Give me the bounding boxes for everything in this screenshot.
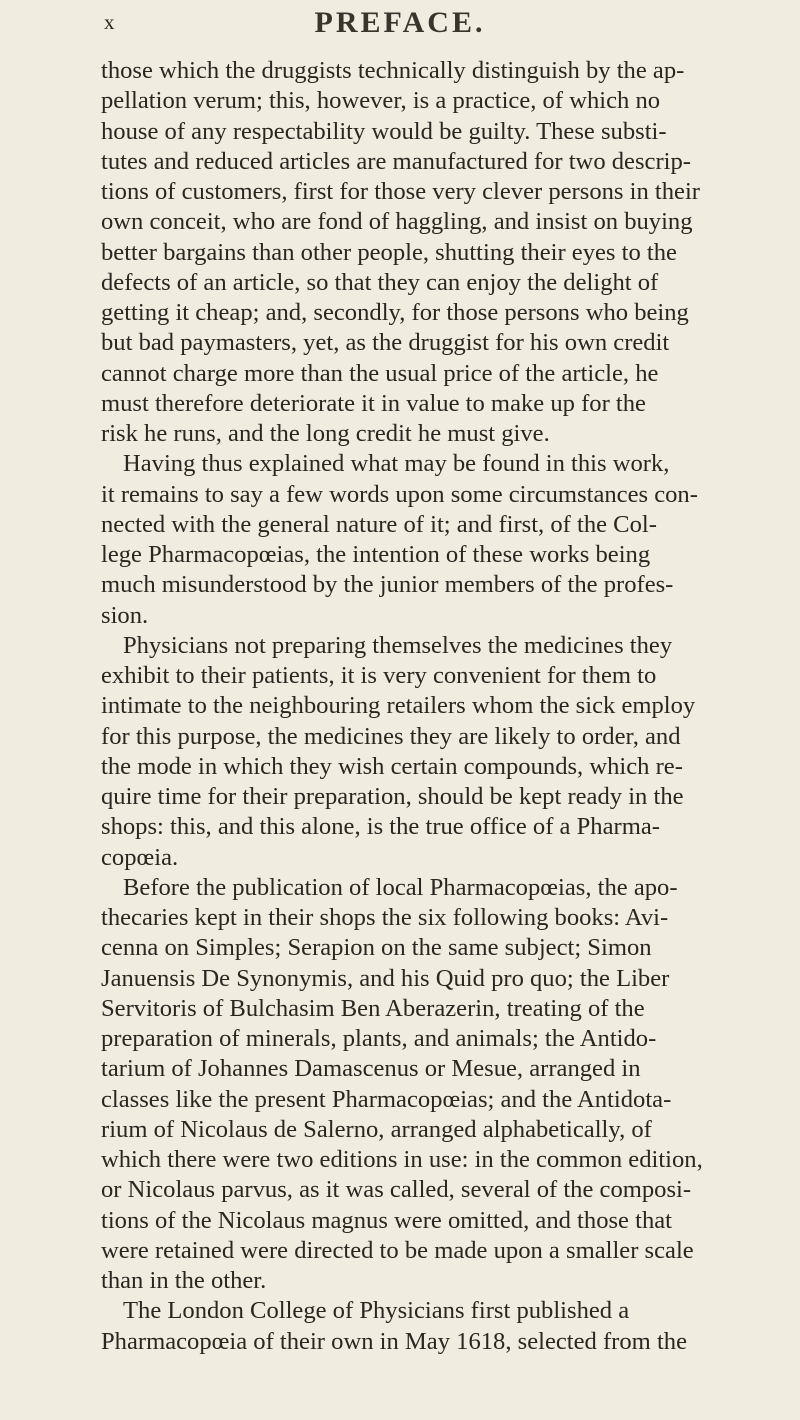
text-line: nected with the general nature of it; and first, of the Col- — [101, 510, 657, 538]
text-line: Servitoris of Bulchasim Ben Aberazerin, treating of the — [101, 994, 645, 1022]
text-line: Having thus explained what may be found in this work, — [123, 450, 670, 478]
text-line: classes like the present Pharmacopœias; and the Antidota- — [101, 1085, 672, 1113]
text-line: tions of customers, first for those very clever persons in their — [101, 178, 700, 205]
text-line: own conceit, who are fond of haggling, and insist on buying — [101, 208, 693, 236]
text-line: which there were two editions in use: in the common edition, — [101, 1146, 703, 1173]
text-line: sion. — [101, 601, 149, 629]
text-line: it remains to say a few words upon some circumstances con- — [101, 480, 698, 508]
text-line: cenna on Simples; Serapion on the same subject; Simon — [101, 934, 652, 962]
text-line: tions of the Nicolaus magnus were omitted, and those that — [101, 1206, 673, 1234]
body-text — [101, 56, 752, 1357]
text-line: were retained were directed to be made upon a smaller scale — [101, 1236, 694, 1264]
text-line: copœia. — [101, 843, 179, 871]
text-line: or Nicolaus parvus, as it was called, several of the composi- — [101, 1176, 692, 1204]
text-line: The London College of Physicians first published a — [123, 1297, 630, 1325]
page-header — [0, 6, 800, 46]
text-line: Pharmacopœia of their own in May 1618, selected from the — [101, 1327, 687, 1355]
text-line: Physicians not preparing themselves the medicines they — [123, 631, 673, 659]
text-line: quire time for their preparation, should be kept ready in the — [101, 783, 684, 810]
page-number: x — [104, 10, 116, 34]
text-line: rium of Nicolaus de Salerno, arranged alphabetically, of — [101, 1115, 652, 1143]
text-line: tarium of Johannes Damascenus or Mesue, arranged in — [101, 1055, 641, 1083]
text-line: lege Pharmacopœias, the intention of these works being — [101, 541, 651, 568]
text-line: much misunderstood by the junior members of the profes- — [101, 571, 674, 599]
text-line: exhibit to their patients, it is very convenient for them to — [101, 662, 657, 689]
text-line: risk he runs, and the long credit he must give. — [101, 420, 550, 447]
text-line: thecaries kept in their shops the six following books: Avi- — [101, 904, 669, 931]
text-line: defects of an article, so that they can enjoy the delight of — [101, 268, 659, 296]
text-line: intimate to the neighbouring retailers whom the sick employ — [101, 692, 696, 720]
text-line: house of any respectability would be guilty. These substi- — [101, 117, 667, 145]
text-line: getting it cheap; and, secondly, for those persons who being — [101, 299, 689, 326]
text-line: those which the druggists technically distinguish by the ap- — [101, 57, 685, 84]
text-line: the mode in which they wish certain compounds, which re- — [101, 752, 683, 780]
text-line: preparation of minerals, plants, and animals; the Antido- — [101, 1025, 657, 1052]
text-line: shops: this, and this alone, is the true office of a Pharma- — [101, 813, 660, 841]
text-line: cannot charge more than the usual price of the article, he — [101, 359, 659, 387]
text-line: tutes and reduced articles are manufactured for two descrip- — [101, 147, 691, 175]
text-line: must therefore deteriorate it in value to make up for the — [101, 389, 646, 417]
text-line: pellation verum; this, however, is a practice, of which no — [101, 87, 661, 115]
text-line: than in the other. — [101, 1267, 267, 1294]
text-line: Januensis De Synonymis, and his Quid pro quo; the Liber — [101, 964, 670, 992]
text-line: Before the publication of local Pharmacopœias, the apo- — [123, 873, 678, 901]
running-head: PREFACE. — [314, 6, 486, 39]
text-line: better bargains than other people, shutting their eyes to the — [101, 238, 677, 266]
text-line: for this purpose, the medicines they are likely to order, and — [101, 722, 681, 750]
text-line: but bad paymasters, yet, as the druggist for his own credit — [101, 329, 670, 357]
